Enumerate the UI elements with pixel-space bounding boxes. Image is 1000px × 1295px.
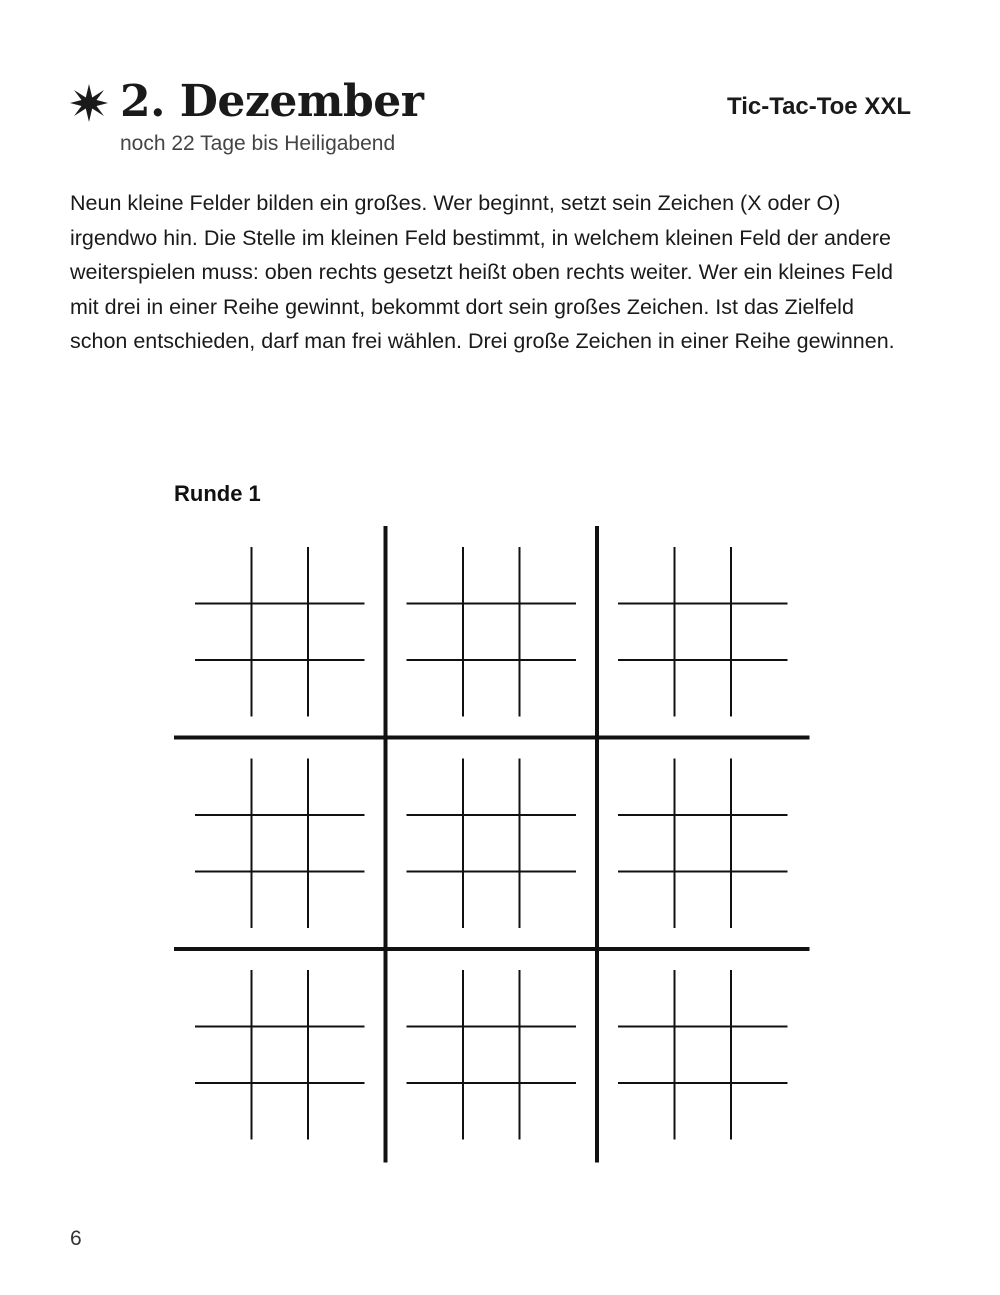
small-board-0-2[interactable] [618, 547, 788, 717]
small-board-2-1[interactable] [407, 970, 577, 1140]
round-label: Runde 1 [174, 481, 261, 506]
page-number: 6 [70, 1227, 82, 1250]
small-board-1-1[interactable] [407, 759, 577, 929]
small-board-2-0[interactable] [195, 970, 365, 1140]
page-title: 2. Dezember [120, 76, 424, 127]
small-board-1-0[interactable] [195, 759, 365, 929]
small-board-2-2[interactable] [618, 970, 788, 1140]
instructions-text: Neun kleine Felder bilden ein großes. Wer beginnt, setzt sein Zeichen (X oder O) irgendwo hin. Die Stelle im kleinen Feld bestimmt, in welchem kleinen Feld der andere weiterspielen muss: oben rechts gesetzt heißt oben rechts weiter. Wer ein kleines Feld mit drei in einer Reihe gewinnt, bekommt dort sein großes Zeichen. Ist das Zielfeld schon entschieden, darf man frei wählen. Drei große Zeichen in einer Reihe gewinnen. [70, 191, 895, 353]
small-board-1-2[interactable] [618, 759, 788, 929]
game-name: Tic-Tac-Toe XXL [726, 93, 911, 120]
small-board-0-0[interactable] [195, 547, 365, 717]
small-board-0-1[interactable] [407, 547, 577, 717]
page-subtitle: noch 22 Tage bis Heiligabend [120, 132, 396, 155]
